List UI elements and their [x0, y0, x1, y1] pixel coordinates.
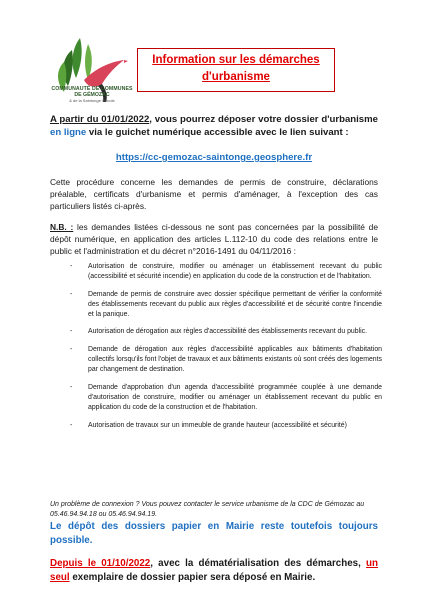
nb-label: N.B. : — [50, 222, 74, 232]
intro-date: A partir du 01/01/2022 — [50, 114, 150, 125]
logo-line-1: COMMUNAUTÉ DE COMMUNES — [51, 86, 133, 92]
nb-text: les demandes listées ci-dessous ne sont pas concernées par la possibilité de dépôt numérique, en application des articles L.112-10 du code des relations entre le public et l'administration et du décret n°2016-1491 du 04/11/2016 : — [50, 222, 378, 256]
intro-paragraph — [50, 113, 378, 139]
logo-caption — [44, 86, 140, 103]
title-line-1: Information sur les démarches — [152, 54, 320, 66]
logo-line-2: DE GÉMOZAC — [74, 92, 110, 98]
final-part-2: exemplaire de dossier papier sera déposé en Mairie. — [69, 572, 316, 583]
list-item: - Autorisation de travaux sur un immeuble de grande hauteur (accessibilité et sécurité) — [70, 421, 347, 429]
final-date: Depuis le 01/10/2022 — [50, 558, 151, 569]
list-item-text: Autorisation de construire, modifier ou aménager un établissement recevant du public (accessibilité et sécurité incendie) en application du code de la construction et de l'habitation. — [88, 263, 382, 281]
procedure-paragraph: Cette procédure concerne les demandes de permis de construire, déclarations préalable, certificats d'urbanisme et permis d'aménager, à l'exception des cas particuliers listés ci-après. — [50, 177, 378, 211]
mairie-paragraph: Le dépôt des dossiers papier en Mairie reste toutefois toujours possible. — [50, 521, 378, 546]
list-item-text: Demande d'approbation d'un agenda d'accessibilité programmée couplée à une demande d'autorisation de construire, modifier ou aménager un établissement recevant du public en application du code de la construction et de l'habitation. — [88, 383, 382, 412]
title-box — [137, 48, 335, 92]
intro-part-2: via le guichet numérique accessible avec le lien suivant : — [86, 127, 349, 138]
exceptions-list — [70, 262, 382, 438]
guichet-link[interactable]: https://cc-gemozac-saintonge.geosphere.fr — [115, 152, 313, 163]
list-item-text: Autorisation de dérogation aux règles d'accessibilité des établissements recevant du public. — [88, 328, 368, 336]
list-item: - Autorisation de construire, modifier ou aménager un établissement recevant du public (accessibilité et sécurité incendie) en application du code de la construction et de l'habitation. — [70, 263, 382, 281]
contact-note: Un problème de connexion ? Vous pouvez contacter le service urbanisme de la CDC de Gémozac au 05.46.94.94.18 ou 05.46.94.94.19. — [50, 501, 365, 518]
final-un-seul: un seul — [50, 558, 379, 583]
final-part-1: , avec la dématérialisation des démarches, — [150, 558, 367, 569]
final-paragraph — [50, 557, 378, 585]
intro-part-1: , vous pourrez déposer votre dossier d'urbanisme — [149, 114, 379, 125]
list-item-text: Demande de permis de construire avec dossier spécifique permettant de vérifier la conformité des établissements recevant du public aux règles d'accessibilité et de sécurité contre l'incendie et la panique. — [88, 290, 382, 319]
intro-en-ligne: en ligne — [50, 127, 87, 138]
title-line-2: d'urbanisme — [202, 71, 270, 83]
list-item: - Demande de dérogation aux règles d'accessibilité applicables aux bâtiments d'habitation collectifs lorsqu'ils font l'objet de travaux et aux bâtiments existants où sont créés des logements par changement de destination. — [70, 345, 382, 374]
list-item-text: Autorisation de travaux sur un immeuble de grande hauteur (accessibilité et sécurité) — [88, 421, 347, 429]
list-item-text: Demande de dérogation aux règles d'accessibilité applicables aux bâtiments d'habitation collectifs lorsqu'ils font l'objet de travaux et aux bâtiments existants où sont créés des logements par changement de destination. — [88, 345, 382, 374]
list-item: - Demande de permis de construire avec dossier spécifique permettant de vérifier la conformité des établissements recevant du public aux règles d'accessibilité et de sécurité contre l'incendie et la panique. — [70, 290, 382, 319]
nb-paragraph — [50, 221, 378, 257]
list-item: - Demande d'approbation d'un agenda d'accessibilité programmée couplée à une demande d'autorisation de construire, modifier ou aménager un établissement recevant du public en application du code de la construction et de l'habitation. — [70, 383, 382, 412]
logo-line-3: & de la Saintonge Viticole — [69, 98, 115, 103]
list-item: - Autorisation de dérogation aux règles d'accessibilité des établissements recevant du public. — [70, 328, 368, 336]
